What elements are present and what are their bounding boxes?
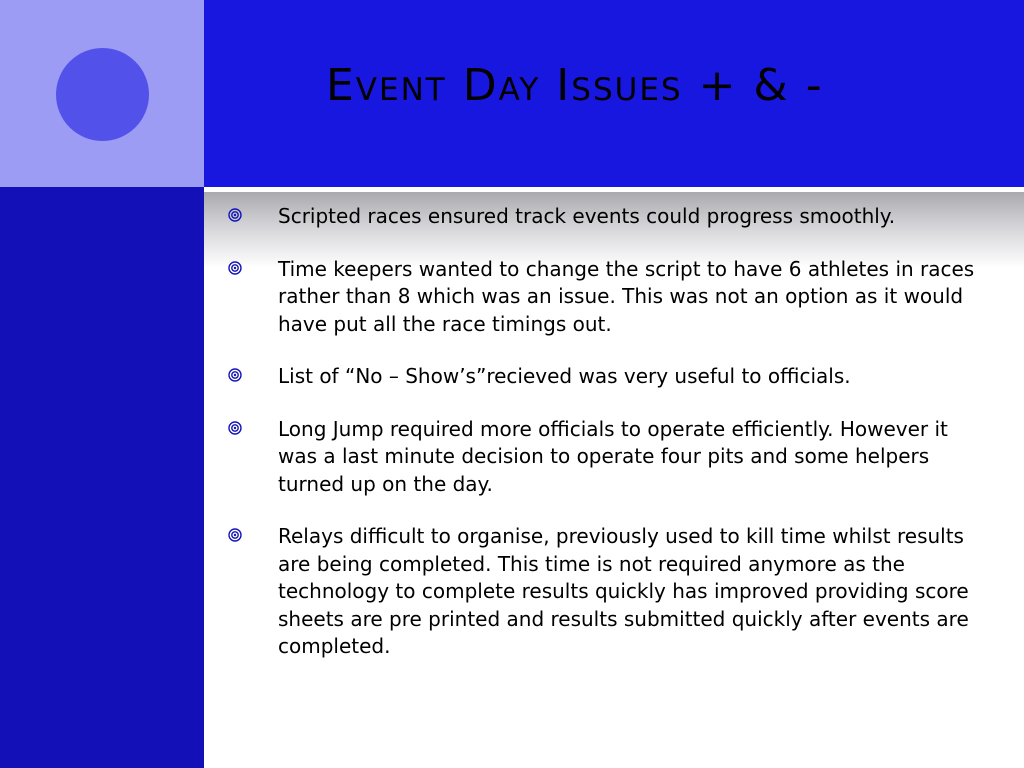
target-bullet-icon (228, 528, 242, 542)
bullet-text: Long Jump required more officials to operate efficiently. However it was a last minute decision to operate four pits and some helpers turned up on the day. (278, 416, 948, 496)
bullet-item (226, 523, 986, 661)
bullet-list (226, 203, 986, 686)
bullet-text: List of “No – Show’s”recieved was very useful to officials. (278, 364, 851, 388)
bullet-item (226, 416, 986, 499)
target-bullet-icon (228, 368, 242, 382)
target-bullet-icon (228, 261, 242, 275)
circle-decoration (56, 48, 149, 141)
slide-title: Event Day Issues + & - (326, 60, 824, 111)
bullet-text: Time keepers wanted to change the script to have 6 athletes in races rather than 8 which was an issue. This was not an option as it would have put all the race timings out. (278, 256, 975, 336)
left-sidebar-bar (0, 187, 204, 768)
target-bullet-icon (228, 208, 242, 222)
target-bullet-icon (228, 421, 242, 435)
divider (204, 187, 1024, 190)
bullet-item (226, 256, 986, 339)
bullet-item (226, 363, 986, 391)
bullet-item (226, 203, 986, 231)
bullet-text: Relays difficult to organise, previously used to kill time whilst results are being completed. This time is not required anymore as the technology to complete results quickly has improved providing score sheets are pre printed and results submitted quickly after events are completed. (278, 524, 969, 658)
bullet-text: Scripted races ensured track events could progress smoothly. (278, 204, 896, 228)
